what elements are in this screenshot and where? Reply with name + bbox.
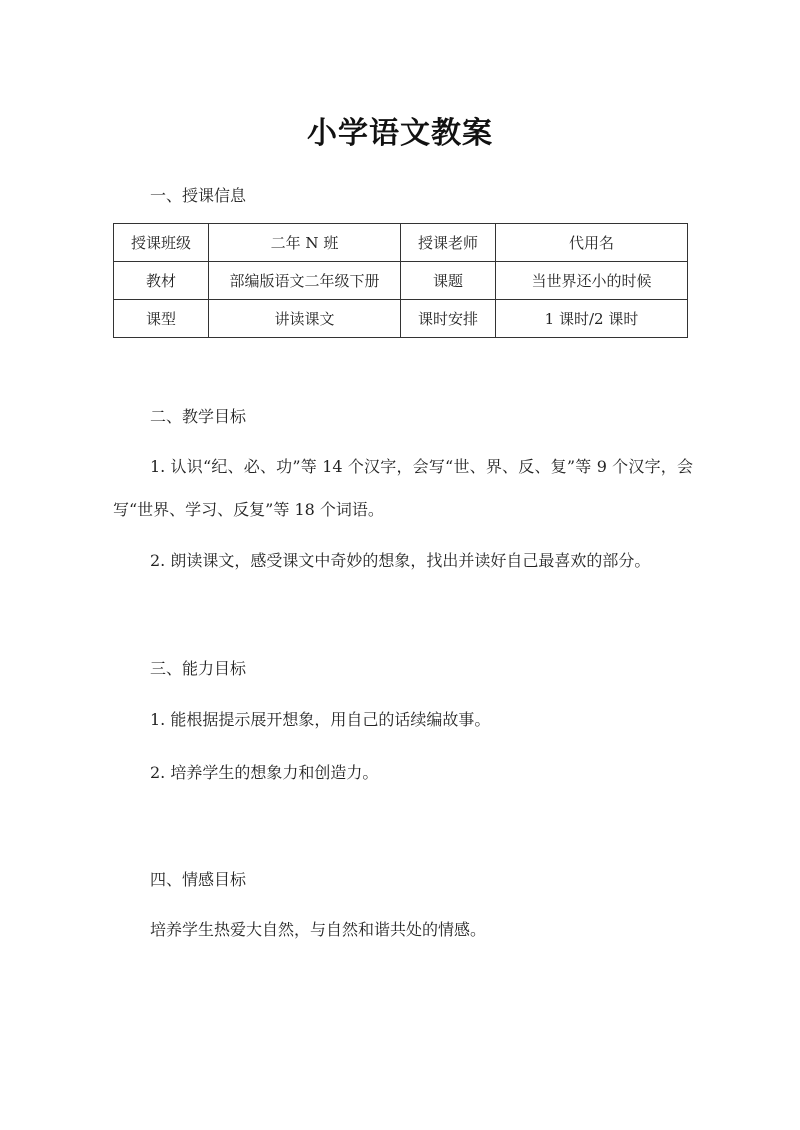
ability-goal-item: 1. 能根据提示展开想象，用自己的话续编故事。 (150, 710, 491, 729)
table-cell: 授课班级 (114, 224, 209, 262)
table-cell: 授课老师 (401, 224, 496, 262)
section-heading-ability-goals: 三、能力目标 (150, 659, 247, 678)
emotion-goal-item: 培养学生热爱大自然，与自然和谐共处的情感。 (150, 920, 487, 939)
table-row (114, 224, 688, 262)
table-cell: 二年 N 班 (209, 224, 401, 262)
table-cell: 课时安排 (401, 300, 496, 338)
table-cell: 代用名 (496, 224, 688, 262)
table-cell: 部编版语文二年级下册 (209, 262, 401, 300)
teaching-goal-item: 2. 朗读课文，感受课文中奇妙的想象，找出并读好自己最喜欢的部分。 (150, 551, 651, 570)
teaching-goal-item: 1. 认识“纪、必、功”等 14 个汉字，会写“世、界、反、复”等 9 个汉字，会写“世界、学习、反复”等 18 个词语。 (113, 457, 693, 519)
table-cell: 课型 (114, 300, 209, 338)
section-heading-info: 一、授课信息 (150, 186, 247, 205)
table-row (114, 262, 688, 300)
ability-goal-item: 2. 培养学生的想象力和创造力。 (150, 763, 379, 782)
table-cell: 讲读课文 (209, 300, 401, 338)
section-heading-teaching-goals: 二、教学目标 (150, 407, 247, 426)
section-heading-emotion-goals: 四、情感目标 (150, 870, 247, 889)
table-row (114, 300, 688, 338)
table-cell: 当世界还小的时候 (496, 262, 688, 300)
lesson-info-table (113, 223, 688, 338)
document-title: 小学语文教案 (307, 116, 493, 151)
table-cell: 课题 (401, 262, 496, 300)
table-cell: 1 课时/2 课时 (496, 300, 688, 338)
table-cell: 教材 (114, 262, 209, 300)
